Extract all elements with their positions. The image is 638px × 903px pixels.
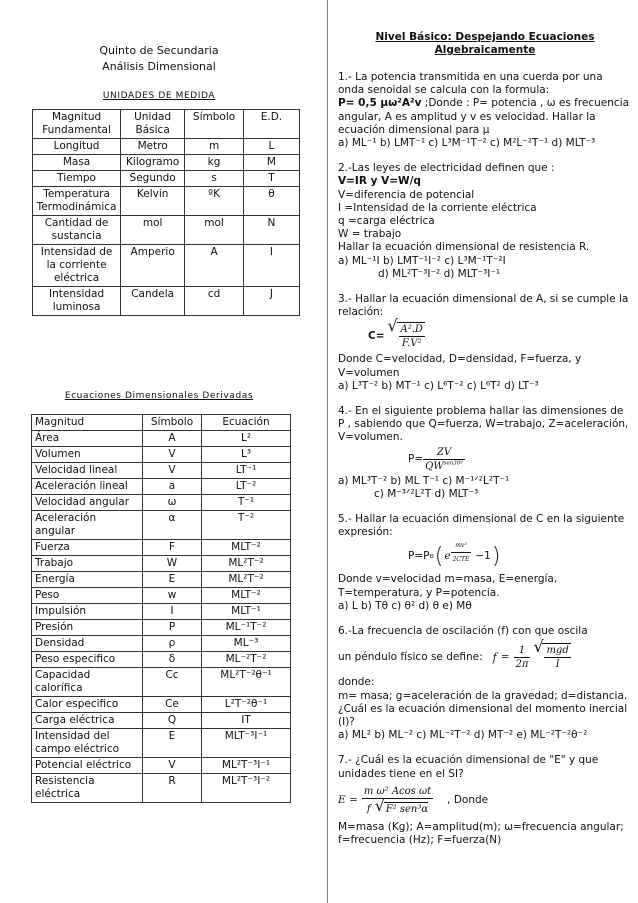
derived-cell: F [143, 540, 202, 556]
derived-cell: a [143, 479, 202, 495]
units-cell: Candela [121, 287, 185, 316]
derived-row [32, 556, 291, 572]
units-cell: N [243, 216, 299, 245]
derived-cell: LT⁻² [202, 479, 291, 495]
derived-cell: V [143, 463, 202, 479]
problem-5-paren-close: ) [491, 543, 501, 569]
problem-4-text: 4.- En el siguiente problema hallar las dimensiones de P , sabiendo que Q=fuerza, W=trabajo, Z=aceleración, V=volumen. [338, 405, 629, 444]
derived-cell: Densidad [32, 636, 143, 652]
derived-row [32, 697, 291, 713]
derived-cell: Cc [143, 668, 202, 697]
derived-cell: Calor especifico [32, 697, 143, 713]
units-row [33, 245, 300, 287]
right-column [338, 0, 632, 903]
units-cell: Kilogramo [121, 155, 185, 171]
problem-4-exponent: sen30º [443, 460, 463, 467]
problem-7-den-radical [384, 802, 428, 816]
derived-cell: Energía [32, 572, 143, 588]
units-col-header: Símbolo [185, 110, 244, 139]
left-column [0, 0, 318, 903]
derived-row [32, 588, 291, 604]
derived-cell: Aceleración angular [32, 511, 143, 540]
problem-1-formula: P= 0,5 μω²A²v [338, 97, 422, 110]
derived-row [32, 431, 291, 447]
units-row [33, 155, 300, 171]
units-row [33, 187, 300, 216]
problem-7-numerator: m ω² Acos ωt [362, 785, 433, 799]
problem-7-den-rad-content: F² sen³α [385, 804, 429, 816]
derived-cell: V [143, 447, 202, 463]
derived-cell: Potencial eléctrico [32, 758, 143, 774]
derived-cell: Q [143, 713, 202, 729]
derived-cell: ML²T⁻³I⁻¹ [202, 758, 291, 774]
derived-cell: L²T⁻²θ⁻¹ [202, 697, 291, 713]
derived-cell: Velocidad angular [32, 495, 143, 511]
units-cell: cd [185, 287, 244, 316]
column-divider [327, 0, 328, 903]
problem-6-radical-fraction [544, 644, 570, 671]
derived-cell: Presión [32, 620, 143, 636]
derived-row [32, 729, 291, 758]
problem-5-exp-num: mv² [451, 539, 472, 553]
units-cell: Tiempo [33, 171, 121, 187]
problem-6-twopi: 2π [515, 658, 529, 670]
units-row [33, 216, 300, 245]
problem-1-formula-desc: ;Donde : P= potencia , ω es frecuencia angular, A es amplitud y v es velocidad. Hallar la ecuación dimensional para μ [338, 97, 630, 136]
problem-7-denominator [362, 799, 433, 816]
derived-row [32, 479, 291, 495]
derived-cell: ρ [143, 636, 202, 652]
derived-row [32, 540, 291, 556]
problem-7-text: 7.- ¿Cuál es la ecuación dimensional de "E" y que unidades tiene en el SI? [338, 754, 599, 780]
units-col-header: Unidad Básica [121, 110, 185, 139]
problem-4-formula [338, 445, 632, 475]
problem-2-def-i: I =Intensidad de la corriente eléctrica [338, 201, 537, 214]
derived-cell: MLT⁻² [202, 588, 291, 604]
derived-cell: Velocidad lineal [32, 463, 143, 479]
derived-col-header: Magnitud [32, 415, 143, 431]
derived-cell: ω [143, 495, 202, 511]
problem-6-fraction [514, 644, 531, 671]
derived-col-header: Ecuación [202, 415, 291, 431]
derived-cell: w [143, 588, 202, 604]
derived-cell: MLT⁻² [202, 540, 291, 556]
derived-cell: ML⁻¹T⁻² [202, 620, 291, 636]
problem-1-formula-line [338, 97, 632, 137]
derived-row [32, 463, 291, 479]
problem-7-fraction [362, 785, 433, 816]
problem-3-radical [397, 322, 425, 350]
problem-3-text: 3.- Hallar la ecuación dimensional de A, si se cumple la relación: [338, 293, 629, 319]
derived-cell: ML⁻²T⁻² [202, 652, 291, 668]
derived-title: Ecuaciones Dimensionales Derivadas [64, 391, 254, 401]
problem-5-lhs: P=P [408, 549, 430, 562]
derived-header-row [32, 415, 291, 431]
topic-heading: Análisis Dimensional [102, 60, 216, 73]
problem-7-den-f: f [366, 803, 371, 815]
problem-5-sub: o [429, 551, 434, 560]
derived-cell: Área [32, 431, 143, 447]
problem-2-options-b: d) ML²T⁻³I⁻² d) MLT⁻³I⁻¹ [378, 267, 501, 280]
derived-cell: ML²T⁻² [202, 572, 291, 588]
problem-4-options-b: c) M⁻³ᐟ²L²T d) MLT⁻³ [374, 487, 479, 500]
problem-5-exp-den: 2CTE [452, 555, 470, 563]
derived-cell: IT [202, 713, 291, 729]
derived-cell: ML²T⁻³I⁻² [202, 774, 291, 803]
derived-cell: α [143, 511, 202, 540]
problem-6-rden: I [555, 659, 560, 671]
units-cell: Metro [121, 139, 185, 155]
derived-cell: E [143, 572, 202, 588]
problem-5-desc: Donde v=velocidad m=masa, E=energía, T=temperatura, y P=potencia. [338, 573, 558, 599]
problem-5-paren-open: ( [434, 543, 444, 569]
derived-cell: T⁻² [202, 511, 291, 540]
derived-row [32, 713, 291, 729]
problem-3-numerator: √ A².D [399, 323, 425, 337]
units-cell: I [243, 245, 299, 287]
units-cell: T [243, 171, 299, 187]
problem-7-desc: M=masa (Kg); A=amplitud(m); ω=frecuencia angular; f=frecuencia (Hz); F=fuerza(N) [338, 820, 624, 846]
problem-4-denominator-wrap [423, 460, 465, 473]
problem-6-rnum: √ mgd [544, 644, 570, 658]
units-cell: Amperio [121, 245, 185, 287]
units-cell: Cantidad de sustancia [33, 216, 121, 245]
units-col-header: Magnitud Fundamental [33, 110, 121, 139]
problem-3-fraction [399, 323, 425, 350]
problem-2-def-w: W = trabajo [338, 228, 402, 241]
derived-cell: L² [202, 431, 291, 447]
units-cell: Intensidad luminosa [33, 287, 121, 316]
derived-cell: Aceleración lineal [32, 479, 143, 495]
derived-row [32, 572, 291, 588]
problem-5-options: a) L b) Tθ c) θ² d) θ e) Mθ [338, 599, 472, 612]
problem-2-def-v: V=diferencia de potencial [338, 188, 475, 201]
derived-cell: Impulsión [32, 604, 143, 620]
problem-5-minus: −1 [475, 549, 491, 562]
derived-row [32, 447, 291, 463]
derived-cell: A [143, 431, 202, 447]
derived-table [31, 414, 291, 803]
derived-cell: Ce [143, 697, 202, 713]
units-cell: Longitud [33, 139, 121, 155]
units-cell: L [243, 139, 299, 155]
derived-row [32, 774, 291, 803]
problem-6-f: f [492, 650, 497, 664]
derived-cell: T⁻¹ [202, 495, 291, 511]
derived-cell: P [143, 620, 202, 636]
derived-cell: Capacidad calorífica [32, 668, 143, 697]
problem-3-lhs: C= [368, 329, 385, 342]
units-title: UNIDADES DE MEDIDA [102, 91, 216, 101]
units-cell: Temperatura Termodinámica [33, 187, 121, 216]
derived-cell: ML²T⁻² [202, 556, 291, 572]
problem-6-one: 1 [514, 644, 531, 658]
problem-5-formula [338, 539, 632, 573]
problem-4-lhs: P= [408, 453, 424, 466]
units-cell: mol [185, 216, 244, 245]
derived-cell: MLT⁻¹ [202, 604, 291, 620]
derived-col-header: Símbolo [143, 415, 202, 431]
problem-6-desc: m= masa; g=aceleración de la gravedad; d=distancia. ¿Cuál es la ecuación dimensional del momento inercial (I)? [338, 689, 628, 728]
problem-4-numerator: ZV [423, 446, 465, 460]
problem-3-denominator: F.V² [401, 338, 422, 350]
derived-cell: Resistencia eléctrica [32, 774, 143, 803]
derived-row [32, 668, 291, 697]
problem-3-options: a) L³T⁻² b) MT⁻¹ c) L⁶T⁻² c) L⁶T² d) LT⁻³ [338, 379, 539, 392]
units-row [33, 139, 300, 155]
problem-6-eq: = [500, 650, 510, 663]
units-col-header: E.D. [243, 110, 299, 139]
problem-2-options-a: a) ML⁻¹I b) LMT⁻¹I⁻² c) L³M⁻¹T⁻²I [338, 254, 506, 267]
derived-cell: Volumen [32, 447, 143, 463]
derived-row [32, 495, 291, 511]
problem-4-denominator: QW [425, 461, 444, 473]
derived-cell: Carga eléctrica [32, 713, 143, 729]
basic-title: Nivel Básico: Despejando Ecuaciones Algebraicamente [375, 31, 595, 56]
derived-cell: R [143, 774, 202, 803]
problem-3-desc: Donde C=velocidad, D=densidad, F=fuerza, y V=volumen [338, 353, 582, 379]
problem-7-lhs: E = [338, 794, 358, 807]
units-cell: ºK [185, 187, 244, 216]
problem-6-radical [542, 643, 570, 671]
problem-6-text-2: un péndulo físico se define: [338, 650, 483, 663]
problem-4-fraction [423, 446, 465, 473]
derived-cell: MLT⁻³I⁻¹ [202, 729, 291, 758]
problem-6-formula-line [338, 638, 632, 676]
derived-cell: W [143, 556, 202, 572]
derived-cell: Intensidad del campo eléctrico [32, 729, 143, 758]
problem-7-donde: , Donde [447, 794, 489, 807]
problem-5-e: e [444, 549, 451, 562]
units-row [33, 171, 300, 187]
derived-cell: δ [143, 652, 202, 668]
derived-cell: V [143, 758, 202, 774]
problem-6-text: 6.-La frecuencia de oscilación (f) con que oscila [338, 625, 588, 638]
units-cell: kg [185, 155, 244, 171]
units-cell: J [243, 287, 299, 316]
units-cell: θ [243, 187, 299, 216]
problem-2-text: 2.-Las leyes de electricidad definen que : [338, 162, 555, 175]
derived-cell: ML²T⁻²θ⁻¹ [202, 668, 291, 697]
derived-cell: Fuerza [32, 540, 143, 556]
units-cell: Segundo [121, 171, 185, 187]
units-header-row [33, 110, 300, 139]
derived-row [32, 604, 291, 620]
problem-1-text: 1.- La potencia transmitida en una cuerda por una onda senoidal se calcula con la formula: [338, 71, 603, 97]
units-cell: A [185, 245, 244, 287]
units-cell: Masa [33, 155, 121, 171]
units-cell: Intensidad de la corriente eléctrica [33, 245, 121, 287]
problem-3-formula [338, 319, 632, 353]
units-cell: Kelvin [121, 187, 185, 216]
derived-cell: Trabajo [32, 556, 143, 572]
derived-row [32, 511, 291, 540]
derived-cell: ML⁻³ [202, 636, 291, 652]
units-table [32, 109, 300, 316]
derived-cell: E [143, 729, 202, 758]
units-cell: mol [121, 216, 185, 245]
problem-5-exponent-fraction [451, 539, 472, 566]
derived-cell: I [143, 604, 202, 620]
problem-2-def-q: q =carga eléctrica [338, 215, 435, 228]
derived-row [32, 652, 291, 668]
problem-4-options-a: a) ML³T⁻² b) ML T⁻¹ c) M⁻¹ᐟ²L²T⁻¹ [338, 474, 510, 487]
derived-cell: LT⁻¹ [202, 463, 291, 479]
derived-row [32, 636, 291, 652]
problem-5-text: 5.- Hallar la ecuación dimensional de C en la siguiente expresión: [338, 513, 625, 539]
problem-6-donde: donde: [338, 676, 375, 689]
problem-7-formula [338, 781, 632, 821]
units-cell: M [243, 155, 299, 171]
problem-2-question: Hallar la ecuación dimensional de resistencia R. [338, 241, 590, 254]
units-cell: s [185, 171, 244, 187]
units-cell: m [185, 139, 244, 155]
grade-heading: Quinto de Secundaria [99, 44, 219, 57]
derived-cell: Peso especifico [32, 652, 143, 668]
derived-cell: L³ [202, 447, 291, 463]
problem-1-options: a) ML⁻¹ b) LMT⁻¹ c) L³M⁻¹T⁻² c) M²L⁻²T⁻¹ d) MLT⁻³ [338, 137, 596, 150]
derived-row [32, 758, 291, 774]
derived-row [32, 620, 291, 636]
units-row [33, 287, 300, 316]
derived-cell: Peso [32, 588, 143, 604]
problem-2-equations: V=IR y V=W/q [338, 175, 421, 188]
problem-6-options: a) ML² b) ML⁻² c) ML⁻²T⁻² d) MT⁻² e) ML⁻²T⁻²θ⁻² [338, 729, 588, 742]
